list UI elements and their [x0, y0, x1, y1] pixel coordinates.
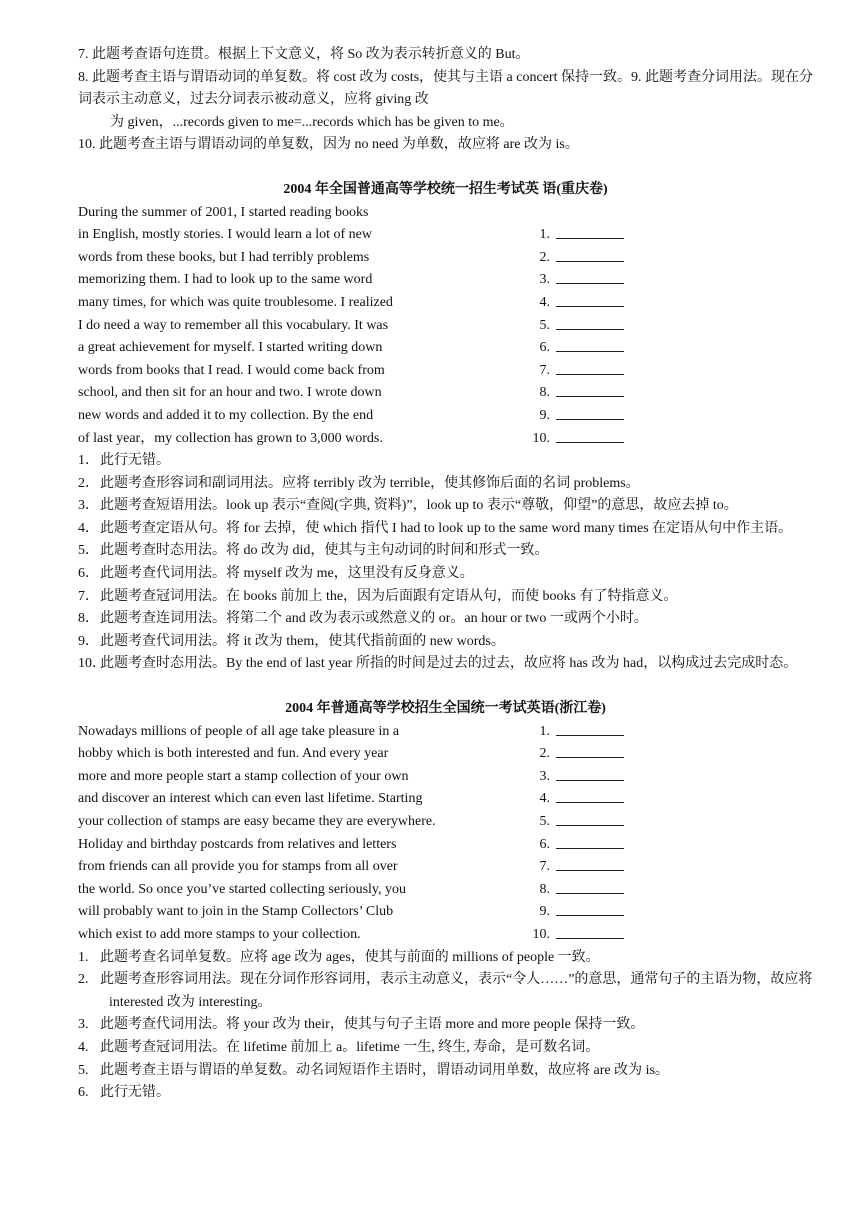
passage-line — [78, 405, 813, 428]
answer-text: 此题考查短语用法。look up 表示“查阅(字典, 资料)”，look up to 表示“尊敬，仰望”的意思，故应去掉 to。 — [100, 498, 738, 514]
answer-blank[interactable] — [556, 360, 624, 375]
passage-line — [78, 202, 813, 225]
answer-number: 7. — [78, 47, 89, 62]
blank-number: 6. — [539, 340, 550, 356]
passage-text: will probably want to join in the Stamp Collectors’ Club — [78, 904, 394, 920]
answer-item — [78, 495, 813, 518]
answer-number: 4． — [78, 520, 99, 536]
answer-item — [78, 631, 813, 654]
answer-item — [78, 134, 813, 157]
passage-line — [78, 269, 813, 292]
blank-number: 4. — [539, 791, 550, 807]
blank-number: 4. — [539, 294, 550, 310]
answer-item — [78, 653, 813, 676]
answer-text: 此行无错。 — [100, 1085, 170, 1101]
previous-answers — [78, 44, 813, 157]
answer-blank[interactable] — [556, 901, 624, 916]
passage-line — [78, 743, 813, 766]
answer-blank[interactable] — [556, 405, 624, 420]
answer-text: 此题考查冠词用法。在 books 前加上 the，因为后面跟有定语从句，而使 books 有了特指意义。 — [100, 588, 678, 604]
answer-text: 此题考查主语与谓语的单复数。动名词短语作主语时，谓语动词用单数，故应将 are 改为 is。 — [100, 1062, 669, 1078]
passage-line — [78, 382, 813, 405]
answer-blank[interactable] — [556, 879, 624, 894]
blank-number: 8. — [539, 385, 550, 401]
section-title-zhejiang: 2004 年普通高等学校招生全国统一考试英语(浙江卷) — [285, 701, 606, 717]
answer-text: 此题考查主语与谓语动词的单复数，因为 no need 为单数，故应将 are 改为 is。 — [99, 137, 579, 153]
blank-number: 7. — [539, 859, 550, 875]
passage-line — [78, 721, 813, 744]
answer-blank[interactable] — [556, 834, 624, 849]
blank-number: 9. — [539, 904, 550, 920]
passage-line — [78, 901, 813, 924]
passage-text: which exist to add more stamps to your collection. — [78, 926, 361, 942]
answer-number: 8. — [78, 69, 89, 85]
passage-line — [78, 337, 813, 360]
blank-number: 1. — [539, 227, 550, 243]
answer-number: 6. — [78, 1085, 89, 1101]
answer-blank[interactable] — [556, 269, 624, 284]
answers-zhejiang — [78, 947, 813, 1105]
passage-text: hobby which is both interested and fun. And every year — [78, 746, 389, 762]
passage-text: school, and then sit for an hour and two. I wrote down — [78, 385, 382, 401]
passage-line — [78, 428, 813, 451]
answer-number: 3. — [78, 1017, 89, 1033]
passage-text: from friends can all provide you for stamps from all over — [78, 859, 398, 875]
answer-blank[interactable] — [556, 224, 624, 239]
answer-text: 此题考查形容词和副词用法。应将 terribly 改为 terrible，使其修饰后面的名词 problems。 — [100, 475, 640, 491]
passage-text: of last year，my collection has grown to 3,000 words. — [78, 430, 383, 446]
blank-number: 5. — [539, 317, 550, 333]
answer-item — [78, 1060, 813, 1083]
answer-text: 此题考查代词用法。将 myself 改为 me，这里没有反身意义。 — [100, 566, 474, 582]
answer-number: 9． — [78, 633, 99, 649]
answer-blank[interactable] — [556, 788, 624, 803]
answer-text: 此题考查名词单复数。应将 age 改为 ages，使其与前面的 millions of people 一致。 — [100, 949, 600, 965]
answer-item — [78, 67, 813, 112]
answer-item — [78, 44, 813, 67]
answer-text: 此题考查定语从句。将 for 去掉，使 which 指代 I had to look up to the same word many times 在定语从句中作主语。 — [100, 520, 793, 536]
answer-text: 此题考查语句连贯。根据上下文意义，将 So 改为表示转折意义的 But。 — [92, 47, 530, 62]
passage-chongqing — [78, 202, 813, 451]
passage-line — [78, 924, 813, 947]
passage-line — [78, 766, 813, 789]
answer-number: 7． — [78, 588, 99, 604]
answer-text: 为 given，...records given to me=...records which has be given to me。 — [110, 114, 514, 130]
blank-number: 6. — [539, 836, 550, 852]
passage-line — [78, 788, 813, 811]
document-page — [78, 44, 813, 1105]
answer-blank[interactable] — [556, 766, 624, 781]
blank-number: 9. — [539, 407, 550, 423]
passage-text: I do need a way to remember all this vocabulary. It was — [78, 317, 389, 333]
answer-item — [78, 563, 813, 586]
answer-blank[interactable] — [556, 337, 624, 352]
blank-number: 2. — [539, 746, 550, 762]
passage-line — [78, 856, 813, 879]
passage-text: in English, mostly stories. I would learn a lot of new — [78, 227, 372, 243]
answer-item — [78, 473, 813, 496]
answer-number: 10. — [78, 137, 96, 153]
passage-text: a great achievement for myself. I started writing down — [78, 340, 383, 356]
answer-number: 10． — [78, 656, 106, 672]
passage-zhejiang — [78, 721, 813, 947]
passage-line — [78, 879, 813, 902]
answer-item — [78, 1082, 813, 1105]
answer-item — [78, 608, 813, 631]
answer-item — [78, 947, 813, 970]
answer-blank[interactable] — [556, 315, 624, 330]
answer-text: 此题考查连词用法。将第二个 and 改为表示或然意义的 or。an hour or two 一或两个小时。 — [100, 611, 648, 627]
answer-number: 3． — [78, 498, 99, 514]
passage-text: and discover an interest which can even last lifetime. Starting — [78, 791, 423, 807]
passage-line — [78, 292, 813, 315]
answer-text: 此题考查冠词用法。在 lifetime 前加上 a。lifetime 一生, 终生, 寿命，是可数名词。 — [100, 1039, 600, 1055]
blank-number: 5. — [539, 814, 550, 829]
passage-line — [78, 224, 813, 247]
answer-blank[interactable] — [556, 856, 624, 871]
answer-text: 此题考查主语与谓语动词的单复数。将 cost 改为 costs，使其与主语 a concert 保持一致。9. 此题考查分词用法。现在分词表示主动意义，过去分词表示被动意义，应将 giving 改 — [78, 69, 813, 108]
passage-text: words from books that I read. I would come back from — [78, 362, 385, 378]
blank-number: 7. — [539, 362, 550, 378]
answer-item — [78, 1014, 813, 1037]
answer-number: 8． — [78, 611, 99, 627]
answer-blank[interactable] — [556, 811, 624, 826]
answer-number: 1． — [78, 453, 99, 469]
answer-blank[interactable] — [556, 428, 624, 443]
section-title-chongqing: 2004 年全国普通高等学校统一招生考试英 语(重庆卷) — [283, 181, 608, 197]
passage-text: more and more people start a stamp collection of your own — [78, 768, 409, 784]
blank-number: 8. — [539, 881, 550, 897]
passage-line — [78, 247, 813, 270]
answer-item — [78, 586, 813, 609]
answer-item — [78, 969, 813, 1014]
passage-line — [78, 811, 813, 834]
answer-text: 此行无错。 — [100, 453, 170, 469]
blank-number: 3. — [539, 272, 550, 288]
answer-item — [78, 450, 813, 473]
passage-line — [78, 360, 813, 383]
passage-text: words from these books, but I had terribly problems — [78, 249, 370, 265]
answer-number: 2. — [78, 972, 89, 988]
answer-text: 此题考查代词用法。将 your 改为 their，使其与句子主语 more and more people 保持一致。 — [100, 1017, 645, 1033]
blank-number: 10. — [532, 430, 550, 446]
blank-number: 10. — [532, 926, 550, 942]
passage-line — [78, 315, 813, 338]
answer-number: 5. — [78, 1062, 89, 1078]
answer-text: 此题考查时态用法。By the end of last year 所指的时间是过去的过去，故应将 has 改为 had，以构成过去完成时态。 — [100, 656, 798, 672]
answer-number: 4. — [78, 1039, 89, 1055]
answer-blank[interactable] — [556, 924, 624, 939]
answer-text: 此题考查代词用法。将 it 改为 them，使其代指前面的 new words。 — [100, 633, 505, 649]
answer-item-continuation — [78, 112, 813, 135]
passage-text: During the summer of 2001, I started reading books — [78, 204, 369, 220]
passage-text: many times, for which was quite troublesome. I realized — [78, 294, 393, 310]
passage-line — [78, 834, 813, 857]
blank-number: 1. — [539, 723, 550, 739]
passage-text: Nowadays millions of people of all age take pleasure in a — [78, 723, 400, 739]
passage-text: Holiday and birthday postcards from relatives and letters — [78, 836, 397, 852]
answer-number: 1. — [78, 949, 89, 965]
passage-text: the world. So once you’ve started collecting seriously, you — [78, 881, 407, 897]
answer-blank[interactable] — [556, 247, 624, 262]
passage-text: new words and added it to my collection. By the end — [78, 407, 374, 423]
answer-blank[interactable] — [556, 382, 624, 397]
answer-item — [78, 518, 813, 541]
answers-chongqing — [78, 450, 813, 676]
answer-text: 此题考查形容词用法。现在分词作形容词用，表示主动意义，表示“令人……”的意思，通常句子的主语为物，故应将 interested 改为 interesting。 — [100, 972, 813, 1010]
passage-text: your collection of stamps are easy became they are everywhere. — [78, 814, 436, 829]
answer-blank[interactable] — [556, 721, 624, 736]
passage-text: memorizing them. I had to look up to the same word — [78, 272, 373, 288]
answer-blank[interactable] — [556, 743, 624, 758]
answer-number: 5． — [78, 543, 99, 559]
answer-number: 2． — [78, 475, 99, 491]
blank-number: 2. — [539, 249, 550, 265]
answer-item — [78, 540, 813, 563]
answer-item — [78, 1037, 813, 1060]
answer-number: 6． — [78, 566, 99, 582]
answer-blank[interactable] — [556, 292, 624, 307]
answer-text: 此题考查时态用法。将 do 改为 did，使其与主句动词的时间和形式一致。 — [100, 543, 549, 559]
blank-number: 3. — [539, 768, 550, 784]
